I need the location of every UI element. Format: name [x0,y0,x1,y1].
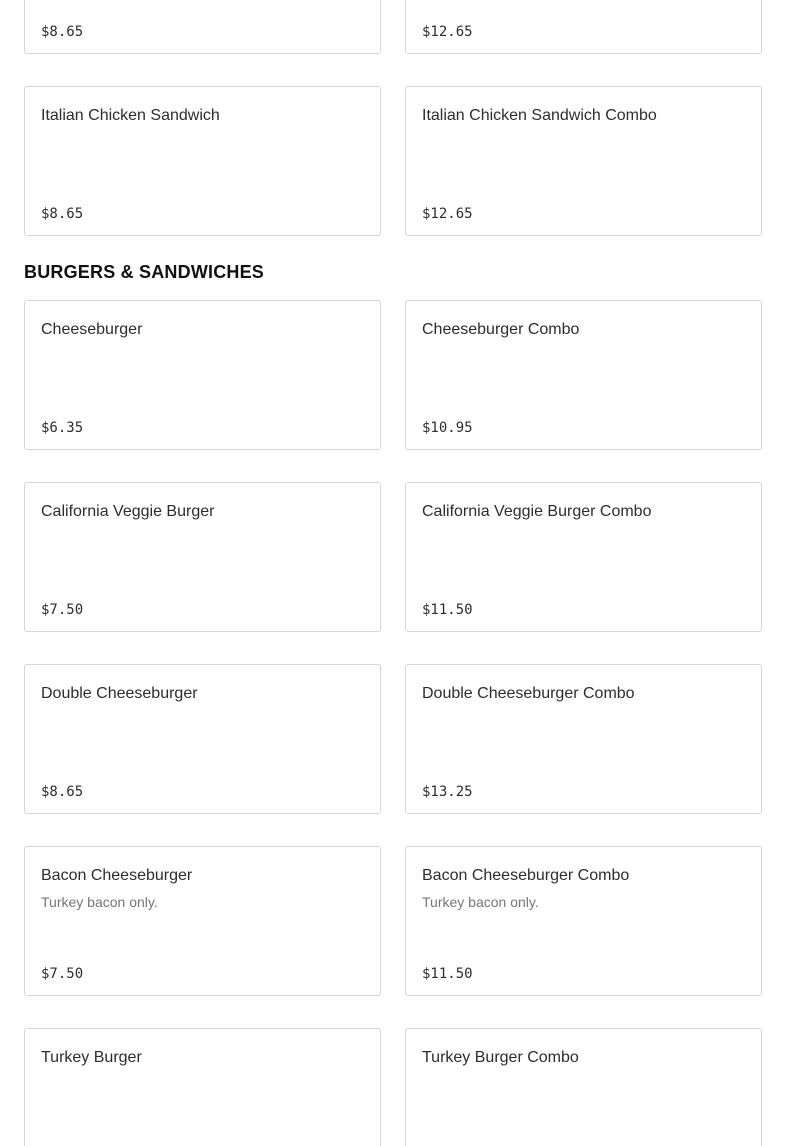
item-name: Italian Chicken Sandwich [41,107,220,124]
item-name: Turkey Burger [41,1049,142,1066]
item-price: $12.65 [422,206,473,222]
item-price: $8.65 [41,784,84,800]
item-name: Bacon Cheeseburger Combo [422,867,630,884]
menu-item-card[interactable] [405,300,762,450]
menu-item-card[interactable] [24,86,381,236]
item-price: $8.65 [41,24,84,40]
menu-item-card[interactable] [24,846,381,996]
item-description: Turkey bacon only. [41,894,158,910]
section-title: BURGERS & SANDWICHES [24,262,265,282]
item-price: $11.50 [422,602,473,618]
item-name: California Veggie Burger Combo [422,503,652,520]
menu-item-card[interactable] [405,846,762,996]
menu-item-card[interactable] [405,86,762,236]
item-name: Italian Chicken Sandwich Combo [422,107,657,124]
item-price: $7.50 [41,966,84,982]
item-price: $12.65 [422,24,473,40]
item-name: California Veggie Burger [41,503,215,520]
item-price: $13.25 [422,784,473,800]
menu-item-card[interactable] [24,300,381,450]
menu-item-card[interactable] [24,1028,381,1146]
item-name: Cheeseburger [41,321,143,338]
item-name: Double Cheeseburger [41,685,198,702]
menu-item-card[interactable] [405,0,762,54]
menu-item-card[interactable] [24,0,381,54]
item-price: $7.50 [41,602,84,618]
item-name: Bacon Cheeseburger [41,867,193,884]
menu-item-card[interactable] [405,1028,762,1146]
item-name: Turkey Burger Combo [422,1049,579,1066]
menu-item-card[interactable] [24,482,381,632]
item-description: Turkey bacon only. [422,894,539,910]
item-price: $6.35 [41,420,84,436]
item-name: Cheeseburger Combo [422,321,580,338]
item-price: $10.95 [422,420,473,436]
item-price: $11.50 [422,966,473,982]
menu-item-card[interactable] [405,482,762,632]
item-name: Double Cheeseburger Combo [422,685,635,702]
menu-item-card[interactable] [405,664,762,814]
menu-item-card[interactable] [24,664,381,814]
item-price: $8.65 [41,206,84,222]
